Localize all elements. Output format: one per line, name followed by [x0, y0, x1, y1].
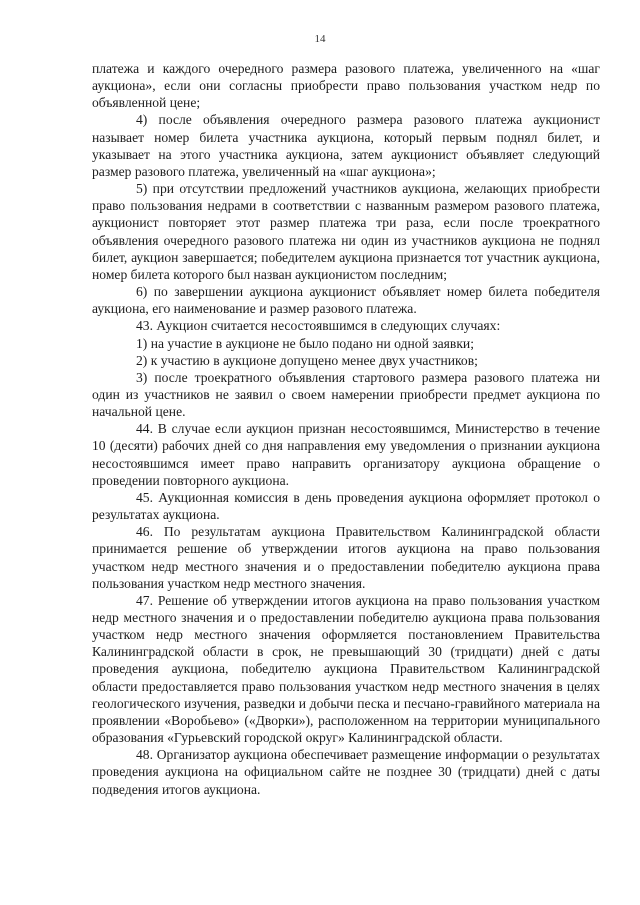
- paragraph-45: 45. Аукционная комиссия в день проведения аукциона оформляет протокол о результатах аукциона.: [92, 489, 600, 523]
- paragraph-continuation: платежа и каждого очередного размера разового платежа, увеличенного на «шаг аукциона», если они согласны приобрести право пользования участком недр по объявленной цене;: [92, 61, 600, 111]
- paragraph-43: 43. Аукцион считается несостоявшимся в следующих случаях:: [136, 318, 501, 334]
- paragraph-46: 46. По результатам аукциона Правительством Калининградской области принимается решение об утверждении итогов аукциона на право пользования участком недр местного значения и о предоставлении победителю аукциона права пользования участком недр местного значения.: [92, 524, 600, 591]
- paragraph-item-6: 6) по завершении аукциона аукционист объявляет номер билета победителя аукциона, его наименование и размер разового платежа.: [92, 284, 600, 317]
- paragraph-item-4: 4) после объявления очередного размера разового платежа аукционист называет номер билета участника аукциона, который первым поднял билет, и указывает на этого участника аукциона, затем аукционист объявляет следующий размер разового платежа, увеличенный на «шаг аукциона»;: [92, 112, 600, 179]
- paragraph-48: 48. Организатор аукциона обеспечивает размещение информации о результатах проведения аукциона на официальном сайте не позднее 30 (тридцати) дней с даты подведения итогов аукциона.: [92, 747, 600, 797]
- paragraph-44: 44. В случае если аукцион признан несостоявшимся, Министерство в течение 10 (десяти) рабочих дней со дня направления ему уведомления о признании аукциона несостоявшимся имеет право направить организатору аукциона обращение о проведении повторного аукциона.: [92, 421, 600, 488]
- paragraph-item-5: 5) при отсутствии предложений участников аукциона, желающих приобрести право пользования недрами в соответствии с названным размером разового платежа, аукционист повторяет этот размер платежа три раза, если после троекратного объявления очередного разового платежа ни один из участников аукциона не поднял билет, аукцион завершается; победителем аукциона признается тот участник аукциона, номер билета которого был назван аукционистом последним;: [92, 181, 600, 282]
- paragraph-43-item-3: 3) после троекратного объявления стартового размера разового платежа ни один из участников не заявил о своем намерении приобрести предмет аукциона по начальной цене.: [92, 369, 600, 420]
- paragraph-43-item-2: 2) к участию в аукционе допущено менее двух участников;: [136, 352, 478, 368]
- page-number: 14: [314, 33, 326, 45]
- document-body: [92, 60, 600, 798]
- paragraph-47: 47. Решение об утверждении итогов аукциона на право пользования участком недр местного значения и о предоставлении победителю аукциона права пользования участком недр местного значения оформляется постановлением Правительства Калининградской области в срок, не превышающий 30 (тридцати) дней с даты проведения аукциона, победителю аукциона Правительством Калининградской области предоставляется право пользования участком недр местного значения в целях геологического изучения, разведки и добычи песка и песчано-гравийного материала на проявлении «Воробьево» («Дворки»), расположенном на территории муниципального образования «Гурьевский городской округ» Калининградской области.: [92, 592, 600, 746]
- paragraph-43-item-1: 1) на участие в аукционе не было подано ни одной заявки;: [136, 335, 474, 351]
